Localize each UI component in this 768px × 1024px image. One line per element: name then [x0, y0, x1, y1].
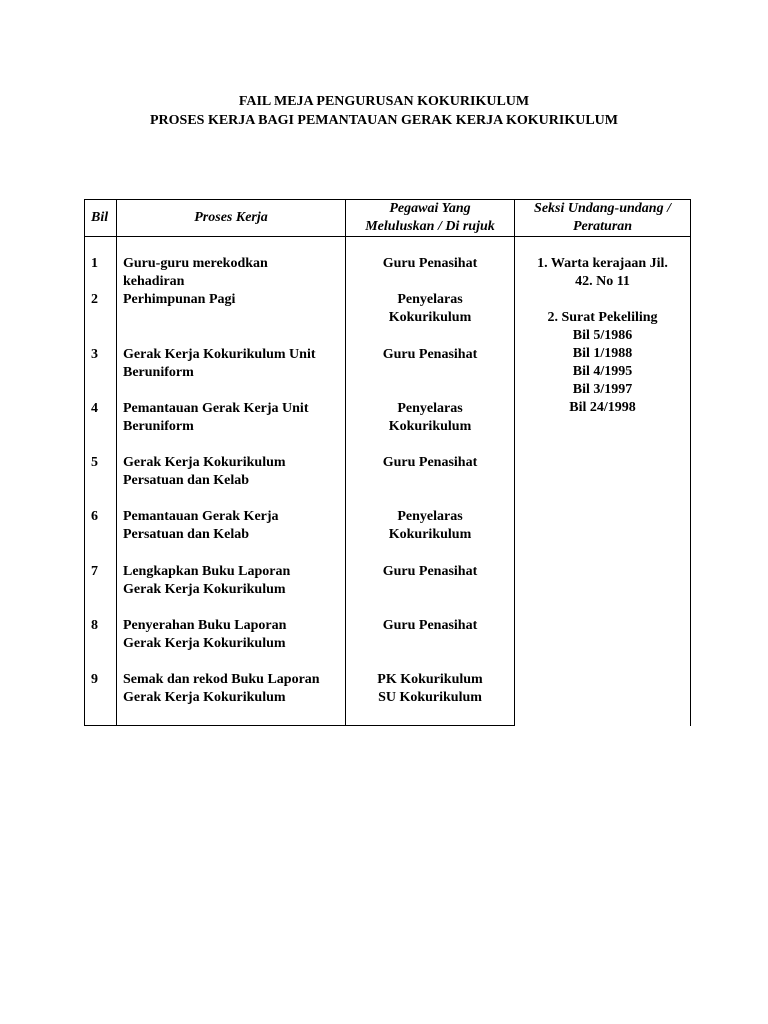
officer-cell — [346, 508, 515, 562]
circular-ref: Bil 3/1997 — [572, 382, 633, 397]
regulation-cell — [515, 237, 691, 726]
header-seksi — [515, 200, 691, 237]
officer-line-1: Penyelaras — [397, 292, 463, 308]
regulation-item-1 — [515, 255, 690, 291]
circular-ref: Bil 1/1988 — [572, 346, 633, 361]
officer-cell — [346, 346, 515, 400]
process-cell — [117, 400, 346, 454]
officer-line-2: SU Kokurikulum — [378, 690, 482, 706]
row-number: 5 — [85, 454, 117, 508]
process-cell — [117, 291, 346, 345]
process-line-1: Guru-guru merekodkan — [123, 256, 268, 271]
officer-line-1: Guru Penasihat — [382, 618, 478, 634]
process-line-2: Beruniform — [123, 364, 194, 380]
officer-line-1: Guru Penasihat — [382, 256, 478, 271]
row-number: 4 — [85, 400, 117, 454]
row-number: 9 — [85, 671, 117, 726]
circular-ref: Bil 5/1986 — [572, 328, 633, 343]
process-line-2: Gerak Kerja Kokurikulum — [123, 581, 286, 597]
process-line-2: Persatuan dan Kelab — [123, 527, 250, 543]
officer-cell — [346, 454, 515, 508]
officer-cell — [346, 400, 515, 454]
process-line-1: Perhimpunan Pagi — [123, 292, 236, 308]
officer-cell — [346, 291, 515, 345]
process-table — [84, 199, 691, 726]
title-line-2: PROSES KERJA BAGI PEMANTAUAN GERAK KERJA KOKURIKULUM — [149, 113, 618, 128]
row-number: 6 — [85, 508, 117, 562]
officer-line-2: Kokurikulum — [388, 527, 472, 543]
regulation-item-1-line-1: 1. Warta kerajaan Jil. — [537, 256, 668, 271]
officer-line-1: Guru Penasihat — [382, 346, 478, 362]
process-line-1: Pemantauan Gerak Kerja Unit — [123, 400, 309, 416]
row-number: 7 — [85, 563, 117, 617]
process-line-2: Beruniform — [123, 418, 194, 434]
row-number: 8 — [85, 617, 117, 671]
process-line-1: Lengkapkan Buku Laporan — [123, 563, 291, 579]
officer-line-1: Penyelaras — [397, 400, 463, 416]
officer-cell — [346, 563, 515, 617]
page-title — [0, 92, 768, 130]
officer-cell — [346, 237, 515, 292]
process-cell — [117, 346, 346, 400]
regulation-item-2-line-1: 2. Surat Pekeliling — [547, 310, 658, 325]
process-line-1: Penyerahan Buku Laporan — [123, 618, 287, 634]
header-seksi-line-1: Seksi Undang-undang / — [534, 201, 671, 216]
table-row — [85, 237, 691, 292]
officer-line-1: Penyelaras — [397, 509, 463, 525]
table-header-row — [85, 200, 691, 237]
process-cell — [117, 237, 346, 292]
header-pegawai-line-2: Meluluskan / Di rujuk — [365, 219, 495, 234]
process-line-2: Gerak Kerja Kokurikulum — [123, 636, 286, 652]
circular-ref: Bil 4/1995 — [572, 364, 633, 379]
regulation-item-1-line-2: 42. No 11 — [575, 274, 630, 289]
officer-cell — [346, 671, 515, 726]
process-cell — [117, 454, 346, 508]
row-number: 1 — [85, 237, 117, 292]
header-pegawai — [346, 200, 515, 237]
row-number: 3 — [85, 346, 117, 400]
process-line-1: Semak dan rekod Buku Laporan — [123, 672, 320, 688]
title-line-1: FAIL MEJA PENGURUSAN KOKURIKULUM — [238, 94, 530, 109]
header-bil: Bil — [85, 200, 117, 237]
header-proses-kerja: Proses Kerja — [117, 200, 346, 237]
officer-cell — [346, 617, 515, 671]
process-line-1: Gerak Kerja Kokurikulum Unit — [123, 346, 316, 362]
process-cell — [117, 563, 346, 617]
process-line-2: Persatuan dan Kelab — [123, 473, 250, 489]
officer-line-1: Guru Penasihat — [382, 563, 478, 579]
process-line-1: Gerak Kerja Kokurikulum — [123, 455, 286, 471]
officer-line-1: Guru Penasihat — [382, 455, 478, 471]
process-cell — [117, 508, 346, 562]
header-seksi-line-2: Peraturan — [572, 219, 633, 234]
process-line-2: kehadiran — [123, 274, 185, 289]
officer-line-2: Kokurikulum — [388, 418, 472, 434]
process-line-2: Gerak Kerja Kokurikulum — [123, 690, 286, 706]
process-cell — [117, 671, 346, 726]
header-pegawai-line-1: Pegawai Yang — [389, 201, 471, 216]
circular-ref: Bil 24/1998 — [569, 400, 636, 415]
officer-line-2: Kokurikulum — [388, 310, 472, 326]
process-line-1: Pemantauan Gerak Kerja — [123, 509, 279, 525]
process-cell — [117, 617, 346, 671]
regulation-item-2 — [515, 309, 690, 417]
row-number: 2 — [85, 291, 117, 345]
officer-line-1: PK Kokurikulum — [377, 672, 483, 688]
